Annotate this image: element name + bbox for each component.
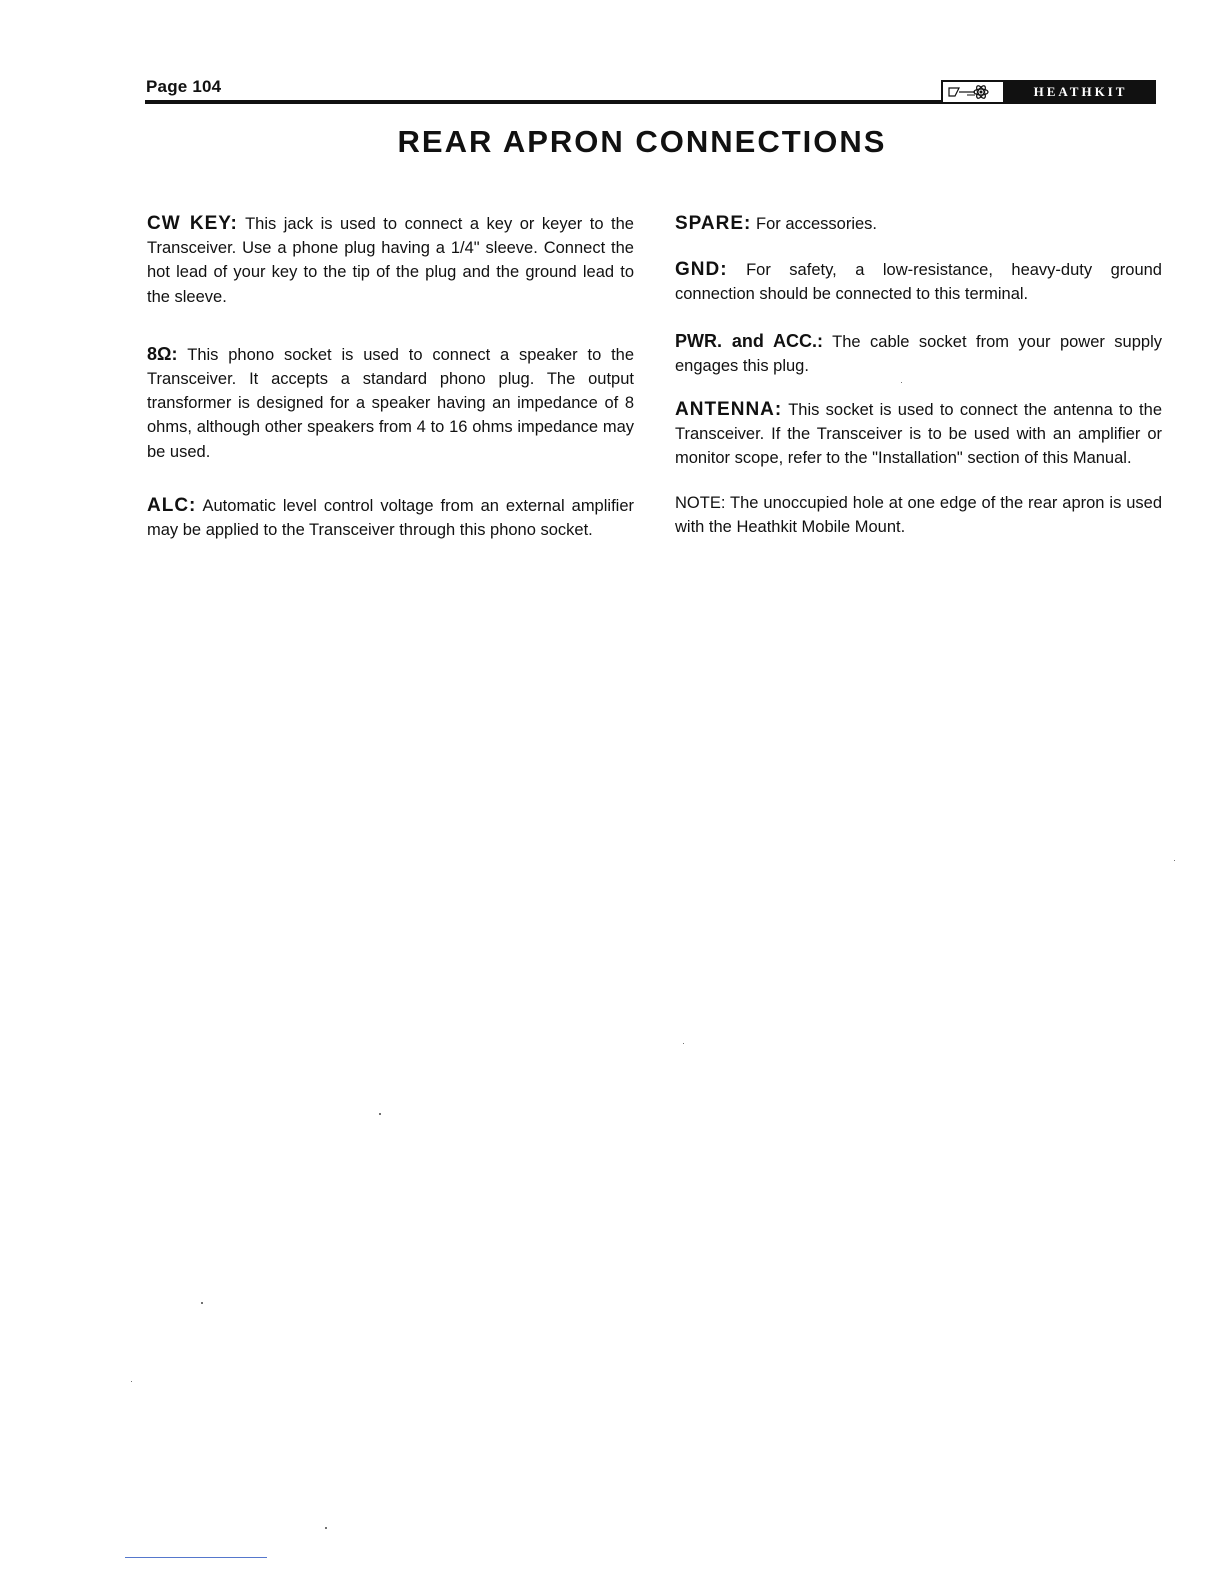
logo-text: HEATHKIT bbox=[1004, 82, 1154, 102]
heathkit-logo bbox=[941, 80, 1156, 104]
right-column bbox=[675, 212, 1162, 539]
spare-term: SPARE: bbox=[675, 213, 752, 234]
pwr-acc-text: The cable socket from your power supply engages this plug. bbox=[675, 332, 1163, 375]
speaker-paragraph bbox=[147, 342, 634, 464]
note-paragraph bbox=[675, 491, 1162, 539]
antenna-paragraph bbox=[675, 398, 1162, 471]
antenna-term: ANTENNA: bbox=[675, 399, 783, 421]
alc-term: ALC: bbox=[147, 494, 197, 516]
pwr-acc-paragraph bbox=[675, 329, 1162, 378]
gnd-text: For safety, a low-resistance, heavy-duty ground connection should be connected to this terminal. bbox=[675, 261, 1162, 304]
antenna-text: This socket is used to connect the antenna to the Transceiver. If the Transceiver is to be used with an amplifier or monitor scope, refer to the "Installation" section of this Manual. bbox=[675, 401, 1162, 468]
gnd-paragraph bbox=[675, 258, 1162, 306]
scan-speck bbox=[901, 382, 902, 383]
page-number: Page 104 bbox=[146, 77, 222, 96]
cw-key-text: This jack is used to connect a key or keyer to the Transceiver. Use a phone plug having a 1/4" sleeve. Connect the hot lead of your key to the tip of the plug and the ground lead to the sleeve. bbox=[147, 215, 634, 306]
scan-speck bbox=[131, 1381, 132, 1382]
scan-speck bbox=[1174, 860, 1175, 861]
cw-key-paragraph bbox=[147, 212, 634, 309]
alc-text: Automatic level control voltage from an external amplifier may be applied to the Transceiver through this phono socket. bbox=[147, 496, 634, 540]
scan-speck bbox=[201, 1302, 203, 1304]
cw-key-term: CW KEY: bbox=[147, 213, 238, 234]
heathkit-emblem-icon bbox=[943, 82, 1004, 102]
pwr-acc-term: PWR. and ACC.: bbox=[675, 330, 824, 351]
gnd-term: GND: bbox=[675, 259, 728, 281]
note-text: The unoccupied hole at one edge of the rear apron is used with the Heathkit Mobile Mount. bbox=[675, 493, 1163, 536]
note-term: NOTE: bbox=[675, 493, 726, 512]
scan-speck bbox=[683, 1043, 684, 1044]
speaker-text: This phono socket is used to connect a speaker to the Transceiver. It accepts a standard phono plug. The output transformer is designed for a speaker having an impedance of 8 ohms, although other speakers from 4 to 16 ohms impedance may be used. bbox=[147, 345, 634, 461]
page-title: REAR APRON CONNECTIONS bbox=[397, 124, 887, 159]
alc-paragraph bbox=[147, 494, 634, 542]
speaker-term: 8Ω: bbox=[147, 343, 178, 364]
scan-speck bbox=[379, 1113, 381, 1115]
left-column bbox=[147, 212, 634, 542]
header-rule bbox=[145, 100, 942, 104]
scan-speck bbox=[325, 1527, 327, 1529]
spare-text: For accessories. bbox=[755, 215, 878, 233]
spare-paragraph bbox=[675, 212, 1162, 236]
footer-rule bbox=[125, 1557, 267, 1558]
